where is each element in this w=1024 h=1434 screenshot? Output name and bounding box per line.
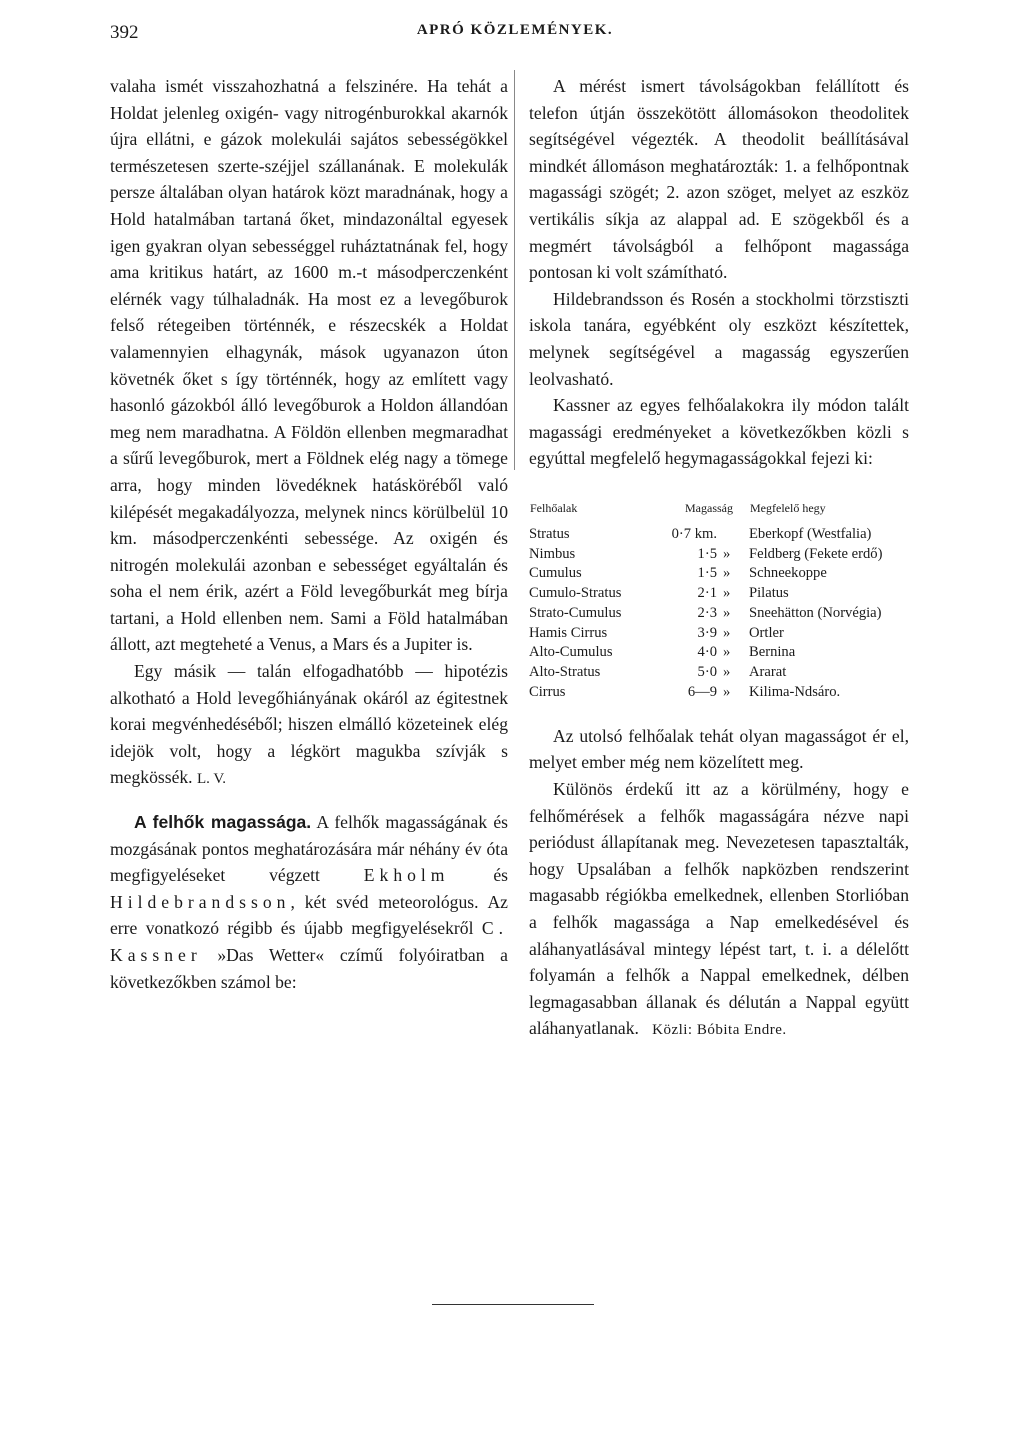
cell-cloud-type: Alto-Cumulus	[529, 644, 613, 661]
cell-cloud-type: Stratus	[529, 525, 570, 542]
right-paragraph-5	[529, 776, 909, 1044]
page-number: 392	[110, 22, 139, 43]
cell-mountain: Feldberg (Fekete erdő)	[749, 545, 883, 562]
cell-height: 4·0	[697, 644, 717, 661]
cell-height: 2·3	[697, 604, 717, 621]
table-row	[529, 564, 882, 584]
left-paragraph-3	[110, 809, 508, 995]
person-name-kassner: C. Kassner	[110, 918, 508, 965]
cell-mountain: Kilima-Ndsáro.	[749, 684, 841, 701]
table-row	[529, 584, 882, 604]
cell-cloud-type: Alto-Stratus	[529, 664, 601, 681]
table-row	[529, 624, 882, 644]
cell-cloud-type: Strato-Cumulus	[529, 604, 622, 621]
left-column	[110, 73, 508, 995]
left-paragraph-1: valaha ismét visszahozhatná a felszinére. Ha tehát a Holdat jelenleg oxigén- vagy nitrogénburokkal akarnók újra ellátni, e gázok molekulái sajátos sebességökkel természetesen szerte-széjjel szállanának. E molekulák persze általában olyan határok közt maradnának, hogy a Hold hatalmában tartaná őket, mindazonáltal egyesek igen gyakran olyan sebességgel ruháztatnának fel, hogy ama kritikus határt, az 1600 m.-t másodperczenként elérnék vagy túlhaladnák. Ha most ez a levegőburok felső rétegeiben történnék, e részecskék a Holdat valamennyien elhagynák, mások ugyanazon úton követnék őket s így történnék, hogy az említett vagy hasonló gázokból álló levegőburok a Holdon állandóan meg nem maradhatna. A Földön ellenben megmaradhat a sűrű levegőburok, mert a Földnek elég nagy a tömege arra, hogy minden lövedéknek hatásköréből való kilépését megakadályozza, melynek nincs körülbelül 10 km. másodperczenkénti sebessége. Az oxigén és nitrogén molekulái azonban e sebességet egyáltalán és soha el nem érik, azért a Föld levegőburkát meg bírja tartani, a Hold ellenben nem. Sami a Föld hatalmában állott, azt megteheté a Venus, a Mars és a Jupiter is.	[110, 76, 508, 655]
cell-height: 0·7 km.	[671, 525, 717, 542]
table-row	[529, 643, 882, 663]
article-title: A felhők magassága.	[134, 812, 312, 833]
cloud-height-table	[529, 498, 882, 703]
cell-ditto: »	[723, 684, 731, 701]
cell-ditto: »	[723, 664, 731, 681]
cell-ditto: »	[723, 565, 731, 582]
right-paragraph-4: Az utolsó felhőalak tehát olyan magasságot ér el, melyet ember még nem közelített meg.	[529, 725, 909, 773]
cell-ditto: »	[723, 585, 731, 602]
table-row	[529, 683, 882, 703]
cell-cloud-type: Nimbus	[529, 545, 576, 562]
left-paragraph-2	[110, 658, 508, 793]
cell-ditto: »	[723, 545, 731, 562]
cell-height: 2·1	[697, 585, 717, 602]
cell-mountain: Ortler	[749, 624, 784, 641]
cell-mountain: Pilatus	[749, 585, 789, 602]
end-rule	[432, 1304, 594, 1305]
person-name-ekholm: Ekholm	[363, 865, 450, 886]
cell-height: 1·5	[697, 545, 717, 562]
cell-ditto	[723, 525, 749, 545]
cell-cloud-type: Cumulo-Stratus	[529, 585, 622, 602]
page-header	[110, 22, 920, 46]
person-name-hildebrandsson: Hildebrandsson	[110, 891, 291, 912]
right-paragraph-5-text: Különös érdekű itt az a körülmény, hogy e felhőmérések a felhők magasságára nézve napi periódust állapítanak meg. Nevezetesen tapasztalták, hogy Upsalában a felhők napközben rendszerint magasabb régiókba emelkednek, ellenben Storlióban a felhők magassága a Nap emelkedésével és aláhanyatlásával mintegy lépést tart, t. i. a délelőtt folyamán a felhők a Nappal emelkednek, délben legmagasabban állanak és délután a Nappal együtt aláhanyatlanak.	[529, 779, 909, 1039]
left-paragraph-3-text-a: A felhők magasságának és mozgásának pontos meghatározására már néhány év óta megfigyeléseket végzett	[110, 812, 508, 886]
cell-cloud-type: Cumulus	[529, 565, 582, 582]
right-column	[529, 73, 909, 1044]
cell-height: 1·5	[697, 565, 717, 582]
cell-mountain: Sneehätton (Norvégia)	[749, 604, 882, 621]
section-gap	[110, 793, 508, 809]
left-paragraph-3-text-b: és	[449, 865, 508, 886]
cell-cloud-type: Cirrus	[529, 684, 566, 701]
cell-mountain: Bernina	[749, 644, 796, 661]
cell-ditto: »	[723, 604, 731, 621]
cell-ditto: »	[723, 644, 731, 661]
cell-height: 6—9	[687, 684, 717, 701]
running-title: APRÓ KÖZLEMÉNYEK.	[416, 22, 614, 38]
byline: Közli: Bóbita Endre.	[652, 1022, 787, 1039]
table-row	[529, 663, 882, 683]
cell-mountain: Ararat	[749, 664, 787, 681]
right-paragraph-1: A mérést ismert távolságokban felállított és telefon útján összekötött állomásokon theodolitek segítségével végezték. A theodolit beállításával mindkét állomáson meghatározták: 1. a felhőpontnak magassági szögét; 2. azon szöget, melyet az eszköz vertikális síkja az alappal ad. E szögekből és a megmért távolságból a felhőpont magassága pontosan ki volt számítható.	[529, 76, 909, 283]
table-header-row	[529, 498, 882, 525]
right-paragraph-3: Kassner az egyes felhőalakokra ily módon talált magassági eredményeket a következőkben közli s egyúttal megfelelő hegymagasságokkal fejezi ki:	[529, 395, 909, 469]
cell-mountain: Eberkopf (Westfalia)	[749, 525, 872, 542]
table-row	[529, 525, 882, 545]
column-divider	[514, 70, 515, 470]
right-paragraph-2: Hildebrandsson és Rosén a stockholmi törzstiszti iskola tanára, egyébként oly eszközt készítettek, melynek segítségével a magasság egyszerűen leolvasható.	[529, 288, 909, 389]
left-paragraph-2-text: Egy másik — talán elfogadhatóbb — hipotézis alkotható a Hold levegőhiányának okáról az égitestnek korai megvénhedéséből; hiszen elmálló közeteinek elég idejök volt, hogy a légkört magukba szívják s megkössék.	[110, 661, 508, 788]
cell-mountain: Schneekoppe	[749, 565, 827, 582]
cell-ditto: »	[723, 624, 731, 641]
cell-height: 5·0	[697, 664, 717, 681]
table-header-cloud: Felhőalak	[530, 500, 578, 515]
left-paragraph-3-text-c: , két svéd meteorológus. Az erre vonatkozó régibb és újabb megfigyelésekről	[110, 891, 508, 939]
table-header-mountain: Megfelelő hegy	[750, 500, 826, 515]
cell-cloud-type: Hamis Cirrus	[529, 624, 608, 641]
table-header-height: Magasság	[685, 500, 733, 515]
cell-height: 3·9	[697, 624, 717, 641]
signature-lv: L. V.	[197, 771, 227, 788]
table-row	[529, 604, 882, 624]
left-paragraph-3-text-d: »Das Wetter« czímű folyóiratban a következőkben számol be:	[110, 945, 508, 992]
table-row	[529, 545, 882, 565]
